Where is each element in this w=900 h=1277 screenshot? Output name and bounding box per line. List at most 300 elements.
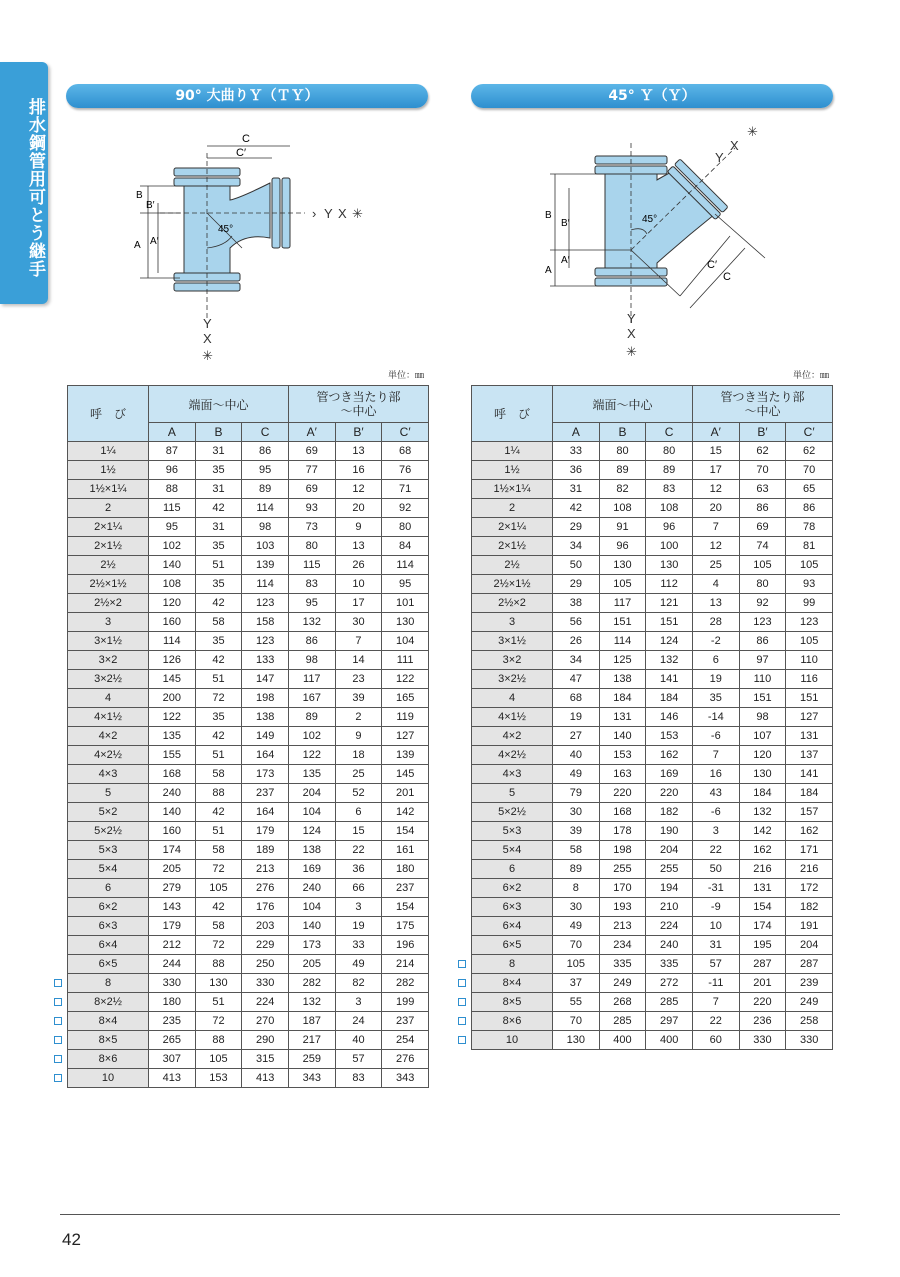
value-cell: 413	[242, 1069, 289, 1088]
value-cell: 153	[195, 1069, 242, 1088]
table-row	[472, 1031, 833, 1050]
value-cell: 20	[335, 499, 382, 518]
size-cell: 2×1¼	[472, 518, 553, 537]
value-cell: 154	[739, 898, 786, 917]
size-cell: 3×1½	[472, 632, 553, 651]
value-cell: 42	[195, 727, 242, 746]
value-cell: 130	[646, 556, 693, 575]
value-cell: 135	[149, 727, 196, 746]
value-cell: 31	[195, 480, 242, 499]
value-cell: 142	[739, 822, 786, 841]
value-cell: 104	[288, 803, 335, 822]
value-cell: 119	[382, 708, 429, 727]
value-cell: 130	[739, 765, 786, 784]
value-cell: 139	[382, 746, 429, 765]
value-cell: 98	[288, 651, 335, 670]
value-cell: 114	[599, 632, 646, 651]
size-cell: 1¼	[68, 442, 149, 461]
value-cell: 335	[646, 955, 693, 974]
value-cell: 140	[149, 556, 196, 575]
size-cell: 4	[68, 689, 149, 708]
table-row	[472, 879, 833, 898]
value-cell: 80	[382, 518, 429, 537]
value-cell: 63	[739, 480, 786, 499]
size-cell: 6×5	[68, 955, 149, 974]
value-cell: 287	[739, 955, 786, 974]
value-cell: 93	[288, 499, 335, 518]
value-cell: 58	[195, 841, 242, 860]
value-cell: 19	[692, 670, 739, 689]
value-cell: 205	[149, 860, 196, 879]
svg-text:X: X	[627, 326, 636, 341]
value-cell: 50	[692, 860, 739, 879]
svg-text:Y: Y	[324, 206, 333, 221]
ty-diagram	[120, 128, 390, 368]
table-row	[68, 803, 429, 822]
table-row	[472, 936, 833, 955]
value-cell: 173	[242, 765, 289, 784]
value-cell: 123	[786, 613, 833, 632]
value-cell: 86	[786, 499, 833, 518]
value-cell: 91	[599, 518, 646, 537]
value-cell: 169	[288, 860, 335, 879]
value-cell: 96	[149, 461, 196, 480]
value-cell: 89	[288, 708, 335, 727]
value-cell: 35	[195, 632, 242, 651]
value-cell: 68	[382, 442, 429, 461]
value-cell: 15	[692, 442, 739, 461]
value-cell: 86	[739, 499, 786, 518]
size-cell: 1½×1¼	[68, 480, 149, 499]
value-cell: 88	[195, 1031, 242, 1050]
value-cell: 65	[786, 480, 833, 499]
value-cell: -2	[692, 632, 739, 651]
value-cell: -6	[692, 727, 739, 746]
value-cell: 80	[288, 537, 335, 556]
value-cell: 213	[599, 917, 646, 936]
row-marker-box	[54, 1017, 62, 1025]
value-cell: 6	[692, 651, 739, 670]
value-cell: 125	[599, 651, 646, 670]
table-row	[68, 594, 429, 613]
value-cell: 250	[242, 955, 289, 974]
size-cell: 6×3	[472, 898, 553, 917]
row-marker-box	[458, 960, 466, 968]
table-row	[472, 518, 833, 537]
value-cell: 19	[553, 708, 600, 727]
value-cell: -14	[692, 708, 739, 727]
value-cell: 216	[786, 860, 833, 879]
table-row	[472, 689, 833, 708]
value-cell: 115	[149, 499, 196, 518]
value-cell: 217	[288, 1031, 335, 1050]
value-cell: 132	[739, 803, 786, 822]
value-cell: 285	[599, 1012, 646, 1031]
value-cell: 84	[382, 537, 429, 556]
value-cell: 4	[692, 575, 739, 594]
value-cell: 40	[335, 1031, 382, 1050]
dim-label-c: C	[242, 133, 250, 145]
size-cell: 5	[68, 784, 149, 803]
value-cell: 145	[149, 670, 196, 689]
value-cell: 114	[382, 556, 429, 575]
table-row	[68, 575, 429, 594]
dimension-table-y	[471, 385, 833, 1050]
size-cell: 5×2½	[472, 803, 553, 822]
value-cell: 92	[739, 594, 786, 613]
value-cell: 141	[646, 670, 693, 689]
size-cell: 4×1½	[68, 708, 149, 727]
value-cell: 162	[646, 746, 693, 765]
value-cell: -11	[692, 974, 739, 993]
size-cell: 4×2½	[68, 746, 149, 765]
value-cell: 172	[786, 879, 833, 898]
value-cell: 187	[288, 1012, 335, 1031]
value-cell: 220	[739, 993, 786, 1012]
value-cell: 25	[692, 556, 739, 575]
value-cell: 154	[382, 822, 429, 841]
header-col: B′	[739, 423, 786, 442]
value-cell: 178	[599, 822, 646, 841]
table-row	[68, 480, 429, 499]
dim-label-b2: B′	[561, 218, 570, 229]
size-cell: 2	[68, 499, 149, 518]
value-cell: 137	[786, 746, 833, 765]
value-cell: 117	[599, 594, 646, 613]
value-cell: 22	[692, 841, 739, 860]
value-cell: 343	[382, 1069, 429, 1088]
value-cell: 82	[599, 480, 646, 499]
svg-text:Y: Y	[627, 311, 636, 326]
table-row	[68, 974, 429, 993]
value-cell: 182	[646, 803, 693, 822]
value-cell: 105	[195, 879, 242, 898]
value-cell: 16	[692, 765, 739, 784]
size-cell: 2×1¼	[68, 518, 149, 537]
size-cell: 2×1½	[472, 537, 553, 556]
value-cell: 151	[599, 613, 646, 632]
value-cell: 33	[553, 442, 600, 461]
value-cell: 12	[692, 480, 739, 499]
value-cell: 237	[242, 784, 289, 803]
table-row	[472, 974, 833, 993]
value-cell: 39	[553, 822, 600, 841]
table-row	[68, 860, 429, 879]
table-row	[472, 917, 833, 936]
value-cell: -31	[692, 879, 739, 898]
table-row	[472, 499, 833, 518]
svg-text:Y: Y	[715, 150, 724, 165]
value-cell: 31	[692, 936, 739, 955]
value-cell: 51	[195, 746, 242, 765]
value-cell: 132	[288, 993, 335, 1012]
value-cell: 17	[692, 461, 739, 480]
value-cell: 330	[149, 974, 196, 993]
value-cell: 13	[335, 442, 382, 461]
value-cell: 236	[739, 1012, 786, 1031]
value-cell: 199	[382, 993, 429, 1012]
value-cell: 3	[335, 898, 382, 917]
header-col: B′	[335, 423, 382, 442]
value-cell: 184	[786, 784, 833, 803]
value-cell: 237	[382, 879, 429, 898]
value-cell: 68	[553, 689, 600, 708]
value-cell: 130	[195, 974, 242, 993]
value-cell: 287	[786, 955, 833, 974]
value-cell: 142	[382, 803, 429, 822]
dim-label-c: C	[723, 271, 731, 283]
size-cell: 5×3	[472, 822, 553, 841]
value-cell: 105	[786, 632, 833, 651]
value-cell: 58	[195, 765, 242, 784]
size-cell: 4×3	[68, 765, 149, 784]
value-cell: 100	[646, 537, 693, 556]
size-cell: 8×2½	[68, 993, 149, 1012]
value-cell: 42	[195, 594, 242, 613]
size-cell: 2½×1½	[472, 575, 553, 594]
value-cell: 179	[149, 917, 196, 936]
value-cell: 114	[242, 575, 289, 594]
size-cell: 1¼	[472, 442, 553, 461]
value-cell: 123	[242, 594, 289, 613]
value-cell: 123	[242, 632, 289, 651]
value-cell: 58	[195, 613, 242, 632]
value-cell: 36	[335, 860, 382, 879]
value-cell: 122	[288, 746, 335, 765]
value-cell: 127	[786, 708, 833, 727]
table-row	[68, 1069, 429, 1088]
value-cell: 95	[242, 461, 289, 480]
table-row	[472, 480, 833, 499]
table-row	[68, 898, 429, 917]
value-cell: 40	[553, 746, 600, 765]
value-cell: 10	[335, 575, 382, 594]
value-cell: 126	[149, 651, 196, 670]
table-row	[472, 822, 833, 841]
table-row	[472, 765, 833, 784]
value-cell: 204	[288, 784, 335, 803]
table-row	[68, 613, 429, 632]
value-cell: 42	[195, 499, 242, 518]
table-row	[472, 670, 833, 689]
table-row	[68, 936, 429, 955]
row-marker-box	[54, 1036, 62, 1044]
value-cell: 135	[288, 765, 335, 784]
value-cell: 14	[335, 651, 382, 670]
value-cell: 180	[382, 860, 429, 879]
value-cell: 146	[646, 708, 693, 727]
value-cell: 47	[553, 670, 600, 689]
value-cell: 124	[646, 632, 693, 651]
value-cell: 105	[195, 1050, 242, 1069]
value-cell: 58	[195, 917, 242, 936]
value-cell: 42	[553, 499, 600, 518]
size-cell: 2½×2	[472, 594, 553, 613]
value-cell: 131	[599, 708, 646, 727]
value-cell: 82	[335, 974, 382, 993]
value-cell: 212	[149, 936, 196, 955]
value-cell: 131	[786, 727, 833, 746]
value-cell: 49	[553, 765, 600, 784]
header-col: C′	[382, 423, 429, 442]
value-cell: 51	[195, 993, 242, 1012]
value-cell: 57	[335, 1050, 382, 1069]
dim-label-angle: 45°	[642, 214, 658, 225]
value-cell: 111	[382, 651, 429, 670]
value-cell: 184	[646, 689, 693, 708]
value-cell: 122	[382, 670, 429, 689]
value-cell: 51	[195, 670, 242, 689]
value-cell: 220	[646, 784, 693, 803]
value-cell: 191	[786, 917, 833, 936]
value-cell: 235	[149, 1012, 196, 1031]
size-cell: 5	[472, 784, 553, 803]
size-cell: 3×2	[68, 651, 149, 670]
value-cell: 270	[242, 1012, 289, 1031]
size-cell: 8×6	[472, 1012, 553, 1031]
value-cell: 154	[382, 898, 429, 917]
y-diagram	[535, 118, 835, 368]
value-cell: 16	[335, 461, 382, 480]
size-cell: 1½×1¼	[472, 480, 553, 499]
value-cell: 189	[242, 841, 289, 860]
header-col: C	[242, 423, 289, 442]
value-cell: 190	[646, 822, 693, 841]
value-cell: 272	[646, 974, 693, 993]
value-cell: 216	[739, 860, 786, 879]
value-cell: 167	[288, 689, 335, 708]
value-cell: 39	[335, 689, 382, 708]
value-cell: 80	[599, 442, 646, 461]
value-cell: 132	[288, 613, 335, 632]
row-marker-box	[458, 1017, 466, 1025]
value-cell: 161	[382, 841, 429, 860]
value-cell: 259	[288, 1050, 335, 1069]
header-name: 呼 び	[68, 386, 149, 442]
value-cell: 102	[288, 727, 335, 746]
value-cell: 89	[553, 860, 600, 879]
value-cell: 168	[599, 803, 646, 822]
dim-label-c2: C′	[236, 147, 247, 159]
value-cell: 282	[288, 974, 335, 993]
table-row	[68, 955, 429, 974]
unit-label-ty: 単位：㎜	[388, 371, 425, 381]
table-row	[472, 1012, 833, 1031]
size-cell: 3×2½	[472, 670, 553, 689]
size-cell: 5×3	[68, 841, 149, 860]
value-cell: 30	[553, 898, 600, 917]
value-cell: 133	[242, 651, 289, 670]
value-cell: 297	[646, 1012, 693, 1031]
value-cell: 28	[692, 613, 739, 632]
value-cell: 330	[739, 1031, 786, 1050]
value-cell: 153	[646, 727, 693, 746]
value-cell: 60	[692, 1031, 739, 1050]
value-cell: 343	[288, 1069, 335, 1088]
size-cell: 6×2	[472, 879, 553, 898]
value-cell: 151	[786, 689, 833, 708]
side-tab-category: 排水鋼管用可とう継手	[0, 62, 48, 304]
header-name: 呼 び	[472, 386, 553, 442]
value-cell: 130	[553, 1031, 600, 1050]
value-cell: 17	[335, 594, 382, 613]
value-cell: 198	[599, 841, 646, 860]
value-cell: 7	[692, 518, 739, 537]
size-cell: 3×2½	[68, 670, 149, 689]
size-cell: 5×4	[68, 860, 149, 879]
table-row	[472, 898, 833, 917]
value-cell: 58	[553, 841, 600, 860]
value-cell: 98	[739, 708, 786, 727]
dim-label-a2: A′	[561, 255, 570, 266]
row-marker-box	[458, 998, 466, 1006]
dim-label-b: B	[136, 190, 143, 201]
value-cell: 240	[646, 936, 693, 955]
size-cell: 8×5	[472, 993, 553, 1012]
header-group-end: 端面～中心	[149, 386, 289, 423]
value-cell: 33	[335, 936, 382, 955]
value-cell: 194	[646, 879, 693, 898]
table-row	[68, 746, 429, 765]
value-cell: 205	[288, 955, 335, 974]
table-row	[68, 917, 429, 936]
value-cell: 130	[599, 556, 646, 575]
value-cell: 120	[149, 594, 196, 613]
value-cell: 35	[195, 575, 242, 594]
header-group-socket: 管つき当たり部 ～中心	[692, 386, 832, 423]
value-cell: 79	[553, 784, 600, 803]
value-cell: 276	[242, 879, 289, 898]
header-col: A	[553, 423, 600, 442]
value-cell: 29	[553, 518, 600, 537]
value-cell: 255	[599, 860, 646, 879]
value-cell: 89	[646, 461, 693, 480]
size-cell: 8×4	[68, 1012, 149, 1031]
header-col: B	[195, 423, 242, 442]
value-cell: 13	[335, 537, 382, 556]
value-cell: 104	[382, 632, 429, 651]
value-cell: 268	[599, 993, 646, 1012]
table-row	[68, 556, 429, 575]
value-cell: 162	[786, 822, 833, 841]
value-cell: 72	[195, 860, 242, 879]
value-cell: 165	[382, 689, 429, 708]
value-cell: 203	[242, 917, 289, 936]
value-cell: 174	[739, 917, 786, 936]
value-cell: 102	[149, 537, 196, 556]
svg-text:✳: ✳	[352, 206, 363, 221]
value-cell: 138	[288, 841, 335, 860]
size-cell: 8	[68, 974, 149, 993]
size-cell: 1½	[472, 461, 553, 480]
value-cell: 210	[646, 898, 693, 917]
size-cell: 8×4	[472, 974, 553, 993]
value-cell: 18	[335, 746, 382, 765]
value-cell: 105	[553, 955, 600, 974]
table-row	[472, 708, 833, 727]
table-row	[472, 461, 833, 480]
value-cell: 254	[382, 1031, 429, 1050]
table-row	[68, 765, 429, 784]
value-cell: 123	[739, 613, 786, 632]
row-marker-box	[54, 1055, 62, 1063]
table-row	[68, 670, 429, 689]
value-cell: 20	[692, 499, 739, 518]
value-cell: 114	[242, 499, 289, 518]
value-cell: 93	[786, 575, 833, 594]
value-cell: 36	[553, 461, 600, 480]
dim-label-b: B	[545, 210, 552, 221]
